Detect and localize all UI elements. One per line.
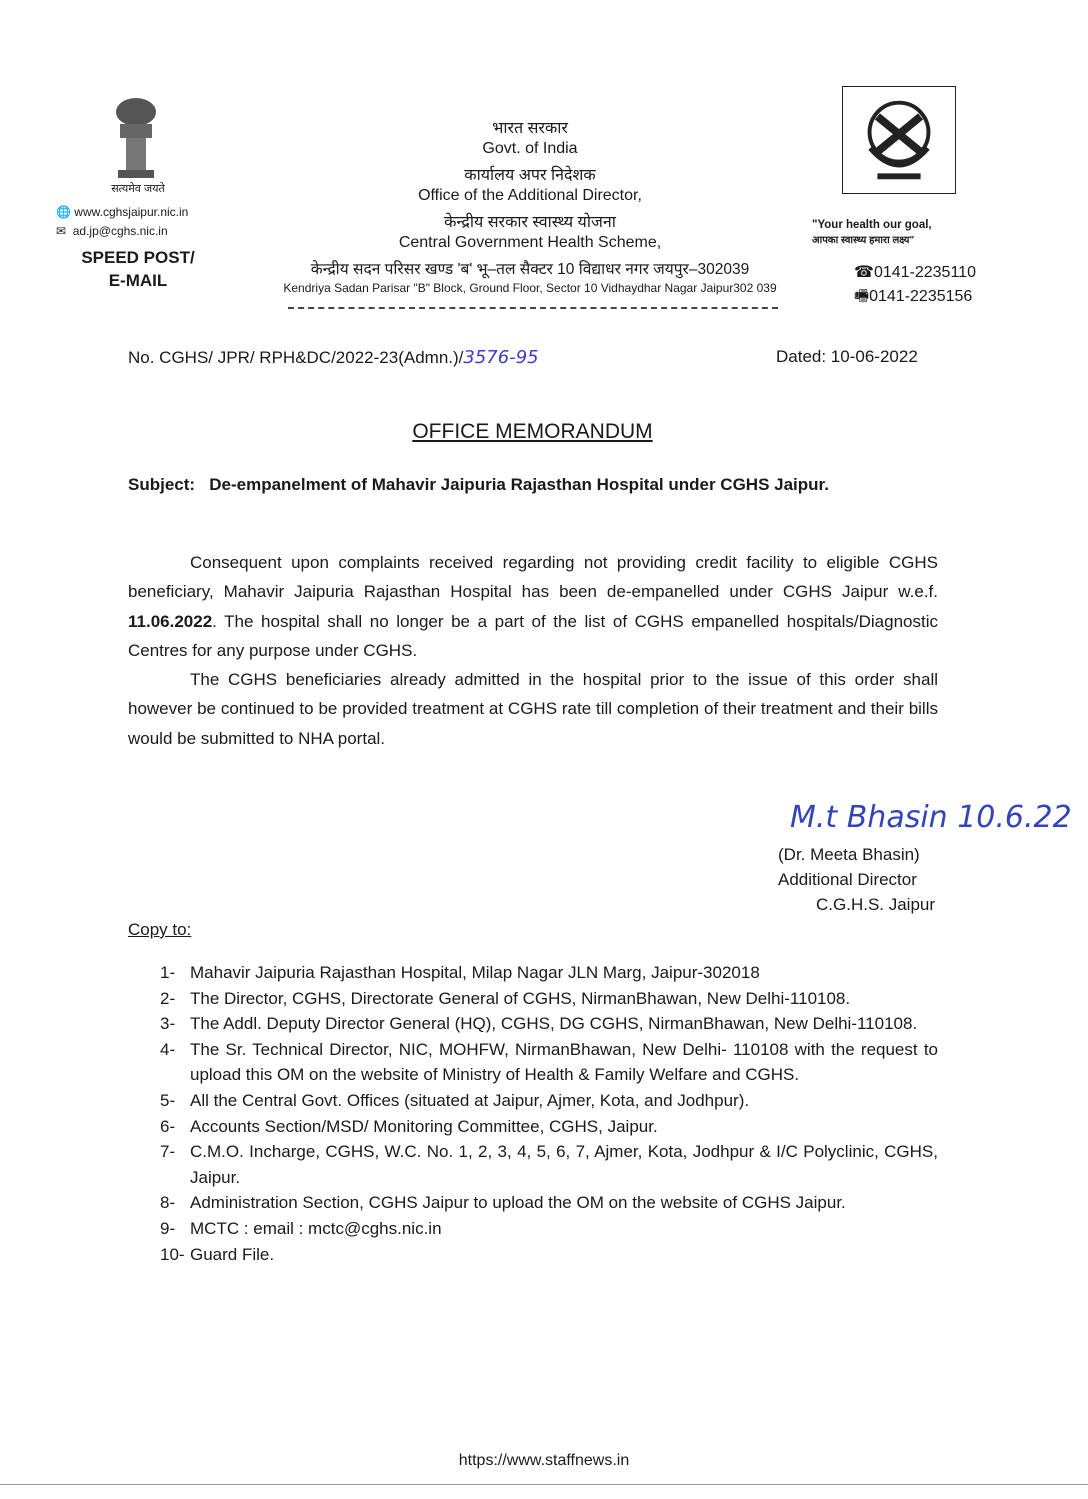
- subject-line: Subject: De-empanelment of Mahavir Jaipuria Rajasthan Hospital under CGHS Jaipur.: [128, 475, 829, 494]
- item-number: 6-: [160, 1116, 176, 1136]
- header-line-en-2: Office of the Additional Director,: [418, 187, 642, 204]
- header-line-hi-2: कार्यालय अपर निदेशक: [464, 167, 596, 184]
- para1-text-a: Consequent upon complaints received regarding not providing credit facility to eligible CGHS beneficiary, Mahavir Jaipuria Rajasthan Hospital has been de-empanelled under CGHS Jaipur w.e.f.: [128, 553, 938, 602]
- phone-text: 0141-2235110: [873, 264, 976, 281]
- effective-date: 11.06.2022: [128, 611, 213, 631]
- dispatch-mode: [60, 246, 216, 292]
- list-item: [160, 960, 938, 986]
- list-item: [160, 1037, 938, 1088]
- item-number: 9-: [160, 1218, 176, 1238]
- email-mode-label: E-MAIL: [108, 271, 168, 290]
- phone-icon: ☎: [854, 264, 874, 281]
- item-number: 8-: [160, 1193, 176, 1213]
- signatory-name: (Dr. Meeta Bhasin): [778, 845, 920, 864]
- email-text: ad.jp@cghs.nic.in: [72, 224, 168, 238]
- footer-rule: [0, 1484, 1088, 1485]
- list-item: [160, 1088, 938, 1114]
- envelope-icon: ✉: [56, 224, 73, 238]
- list-item: [160, 1139, 938, 1190]
- national-emblem-icon: [104, 96, 168, 180]
- ref-handwritten: 3576-95: [463, 347, 539, 368]
- item-number: 4-: [160, 1039, 176, 1059]
- reference-number: [128, 347, 539, 368]
- header-line-en-1: Govt. of India: [482, 140, 578, 157]
- item-text: Administration Section, CGHS Jaipur to upload the OM on the website of CGHS Jaipur.: [190, 1193, 846, 1213]
- item-number: 1-: [160, 963, 176, 982]
- item-number: 3-: [160, 1014, 176, 1034]
- item-text: Accounts Section/MSD/ Monitoring Committee, CGHS, Jaipur.: [190, 1116, 658, 1136]
- item-text: C.M.O. Incharge, CGHS, W.C. No. 1, 2, 3, 4, 5, 6, 7, Ajmer, Kota, Jodhpur & I/C Polyclinic, CGHS, Jaipur.: [190, 1142, 938, 1187]
- website-text: www.cghsjaipur.nic.in: [74, 205, 189, 219]
- ref-text: No. CGHS/ JPR/ RPH&DC/2022-23(Admn.)/: [128, 348, 464, 367]
- item-text: The Addl. Deputy Director General (HQ), CGHS, DG CGHS, NirmanBhawan, New Delhi-110108.: [190, 1014, 918, 1034]
- item-number: 5-: [160, 1090, 176, 1110]
- emblem-motto: सत्यमेव जयते: [111, 183, 165, 195]
- item-text: The Director, CGHS, Directorate General of CGHS, NirmanBhawan, New Delhi-110108.: [190, 988, 851, 1008]
- item-text: The Sr. Technical Director, NIC, MOHFW, NirmanBhawan, New Delhi- 110108 with the request to upload this OM on the website of Ministry of Health & Family Welfare and CGHS.: [190, 1039, 938, 1085]
- document-title: OFFICE MEMORANDUM: [412, 420, 653, 443]
- list-item: [160, 986, 938, 1012]
- item-text: MCTC : email : mctc@cghs.nic.in: [190, 1218, 442, 1238]
- fax-number: [854, 285, 972, 312]
- paragraph-2: The CGHS beneficiaries already admitted in the hospital prior to the issue of this order shall however be continued to be provided treatment at CGHS rate till completion of their treatment and their bills would be submitted to NHA portal.: [128, 670, 938, 748]
- item-number: 2-: [160, 988, 176, 1008]
- header-line-hi-1: भारत सरकार: [492, 120, 568, 137]
- copy-to-heading: Copy to:: [128, 920, 192, 939]
- list-item: [160, 1011, 938, 1037]
- globe-icon: 🌐: [56, 205, 75, 219]
- paragraph-1: [128, 548, 938, 665]
- list-item: [160, 1242, 938, 1268]
- list-item: [160, 1114, 938, 1140]
- list-item: [160, 1216, 938, 1242]
- para1-text-b: . The hospital shall no longer be a part of the list of CGHS empanelled hospitals/Diagnostic Centres for any purpose under CGHS.: [128, 611, 938, 660]
- signature: M.t Bhasin 10.6.22: [790, 800, 1072, 835]
- footer-url[interactable]: https://www.staffnews.in: [458, 1452, 630, 1469]
- slogan: [812, 217, 982, 249]
- list-item: [160, 1190, 938, 1216]
- item-text: Guard File.: [190, 1244, 275, 1264]
- signatory-designation: Additional Director: [778, 870, 917, 889]
- address-hi: केन्द्रीय सदन परिसर खण्ड 'ब' भू–तल सैक्टर 10 विद्याधर नगर जयपुर–302039: [310, 261, 750, 278]
- recipient-list: [160, 960, 938, 1267]
- fax-icon: 🖷: [854, 288, 870, 305]
- header-divider: [288, 307, 778, 309]
- item-text: Mahavir Jaipuria Rajasthan Hospital, Milap Nagar JLN Marg, Jaipur-302018: [190, 963, 760, 982]
- fax-text: 0141-2235156: [869, 288, 973, 305]
- item-number: 7-: [160, 1142, 176, 1162]
- item-text: All the Central Govt. Offices (situated at Jaipur, Ajmer, Kota, and Jodhpur).: [190, 1090, 750, 1110]
- address-en: Kendriya Sadan Parisar "B" Block, Ground Floor, Sector 10 Vidhaydhar Nagar Jaipur302 039: [283, 281, 777, 295]
- header-line-en-3: Central Government Health Scheme,: [398, 234, 662, 251]
- phone-number: [854, 262, 976, 282]
- speed-post-label: SPEED POST/: [81, 248, 195, 267]
- header-line-hi-3: केन्द्रीय सरकार स्वास्थ्य योजना: [444, 214, 616, 231]
- signatory-office: C.G.H.S. Jaipur: [816, 895, 936, 914]
- item-number: 10-: [160, 1244, 185, 1264]
- website-link[interactable]: [56, 205, 188, 219]
- slogan-hi: आपका स्वास्थ्य हमारा लक्ष्य": [812, 235, 915, 246]
- cghs-logo-icon: [842, 86, 956, 194]
- slogan-en: "Your health our goal,: [812, 219, 932, 231]
- email-link[interactable]: [56, 224, 168, 238]
- date: Dated: 10-06-2022: [776, 347, 918, 366]
